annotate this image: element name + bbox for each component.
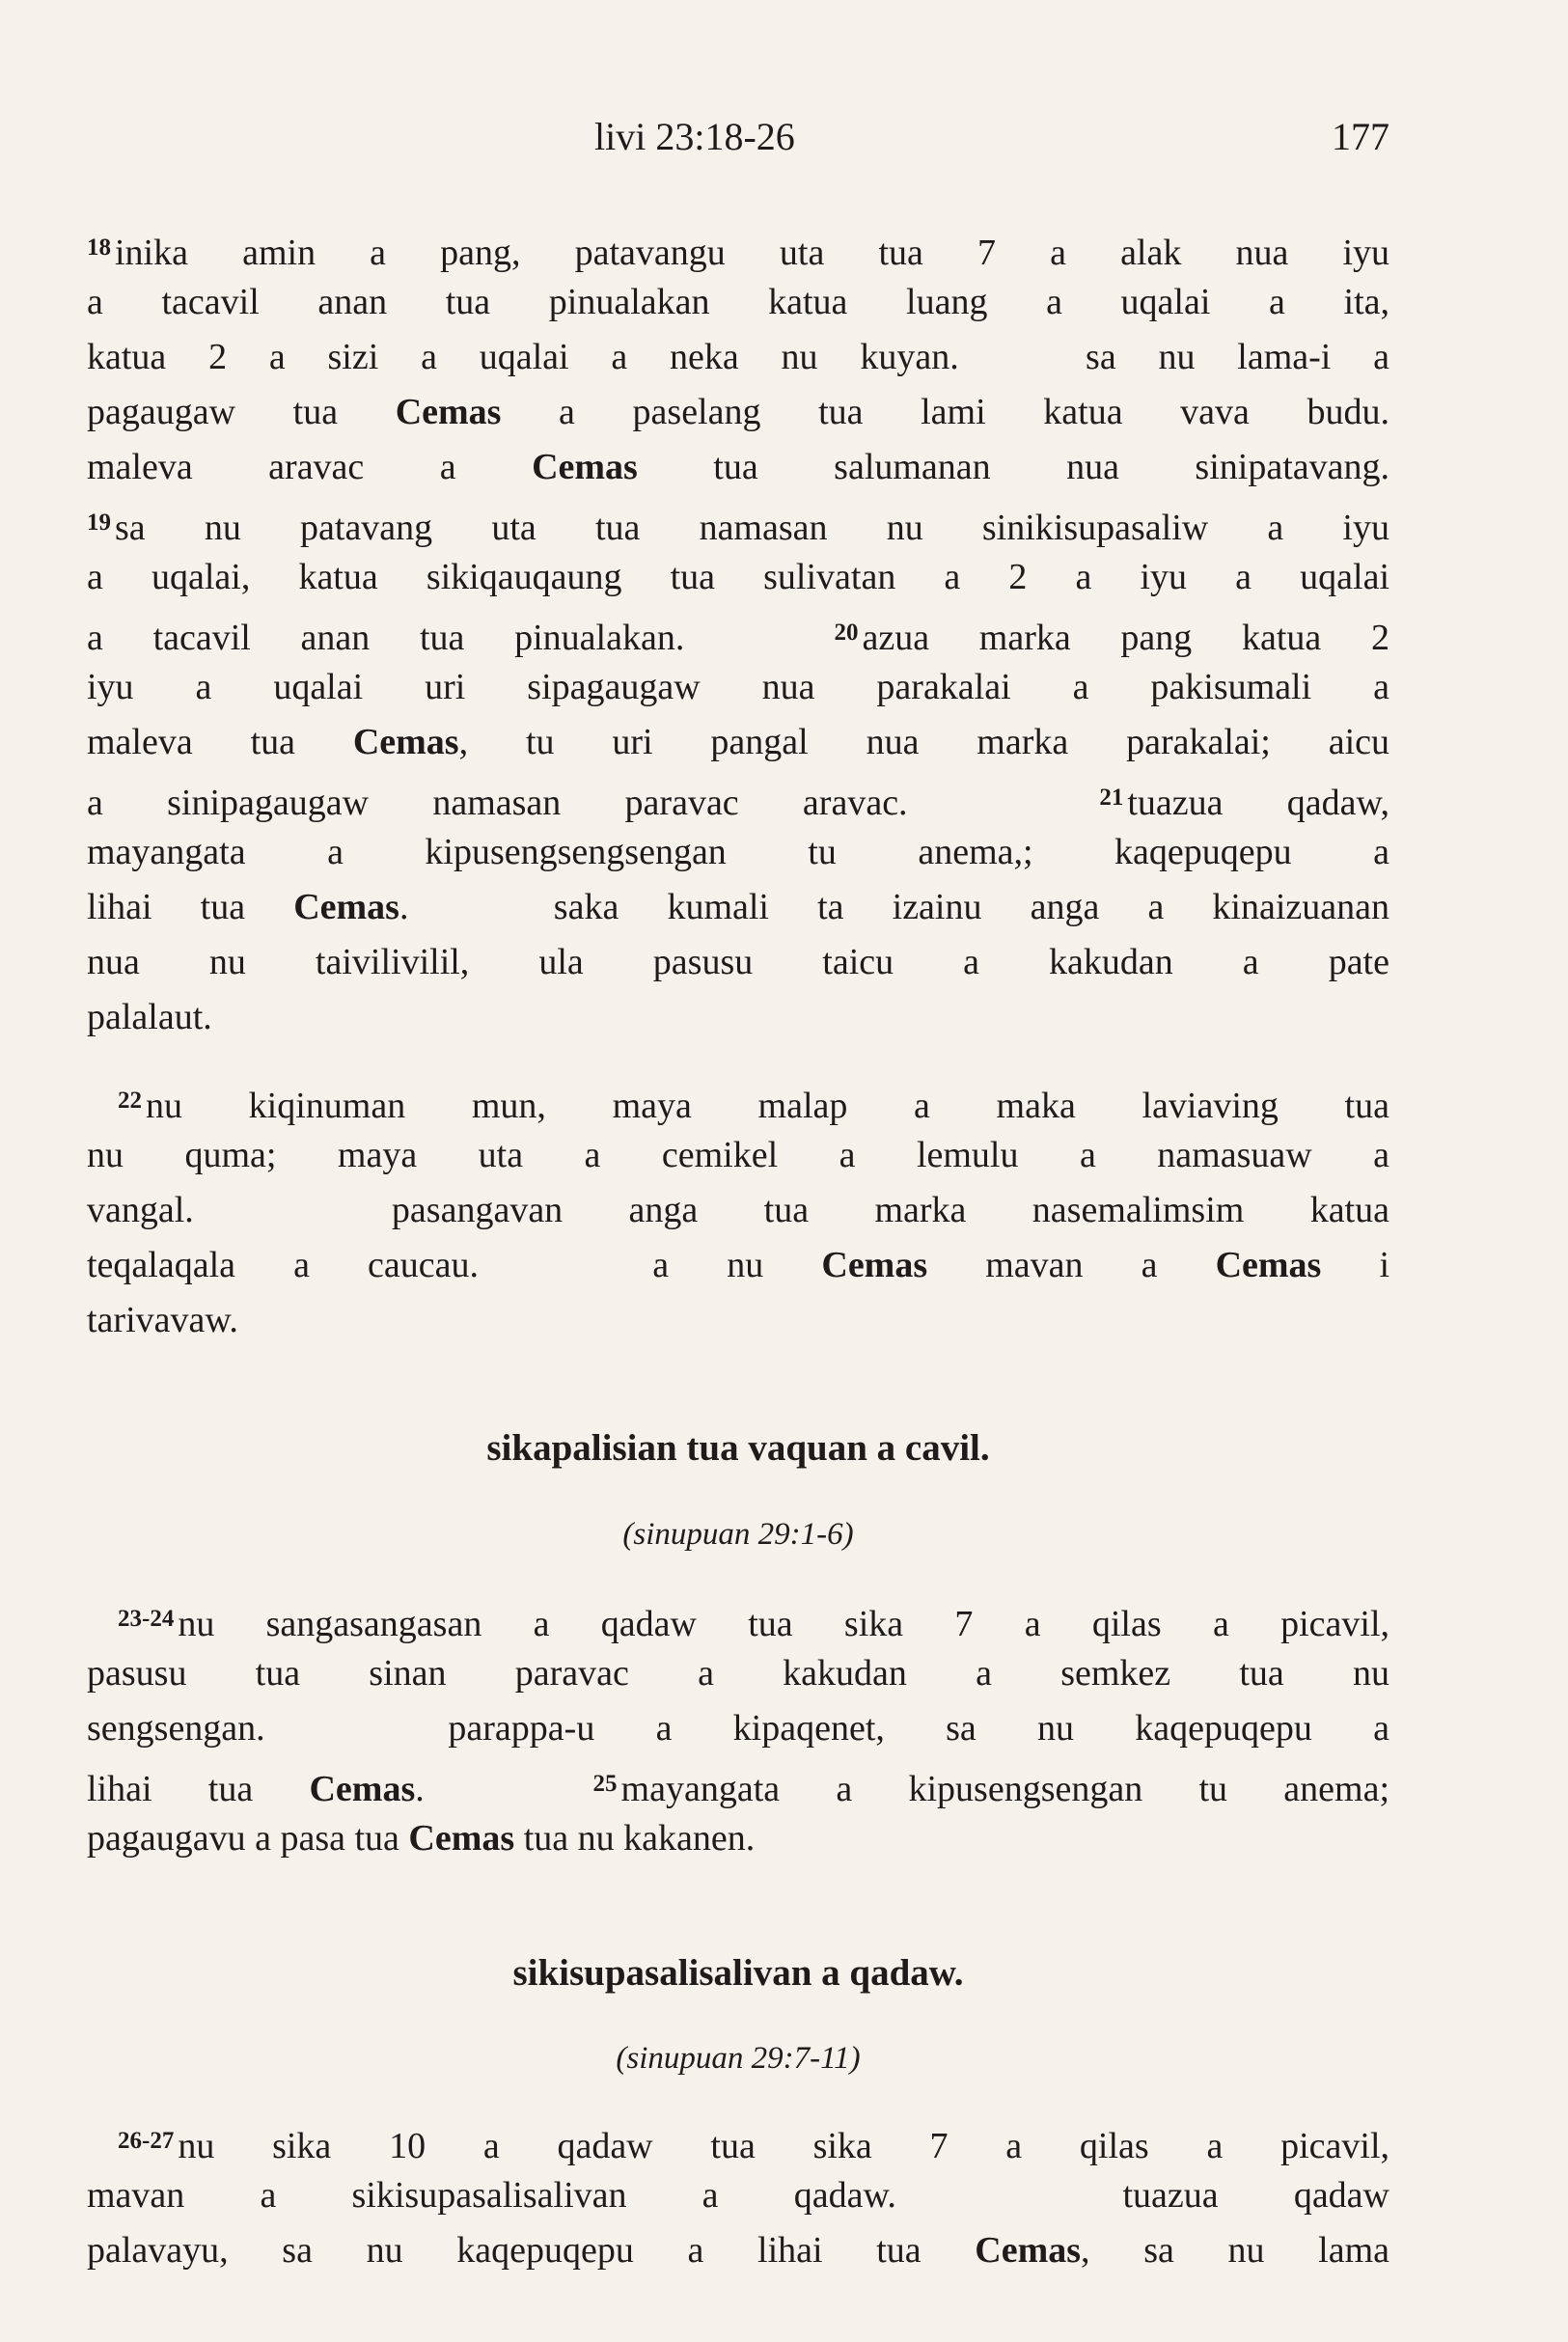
text-run: mavan a bbox=[927, 1245, 1216, 1285]
text-line bbox=[87, 1591, 1389, 1646]
text-run: sa nu patavang uta tua namasan nu sinikisupasaliw a iyu bbox=[115, 508, 1389, 548]
running-head: livi 23:18-26 bbox=[594, 115, 795, 158]
divine-name: Cemas bbox=[395, 392, 502, 432]
text-line bbox=[87, 220, 1389, 275]
verse-number: 26-27 bbox=[118, 2128, 175, 2154]
text-run: maleva aravac a bbox=[87, 447, 533, 487]
text-line bbox=[87, 2223, 1389, 2278]
verse-number: 19 bbox=[87, 510, 111, 536]
verse-number: 21 bbox=[1099, 785, 1124, 811]
text-line bbox=[87, 1183, 1389, 1238]
text-run: tua nu kakanen. bbox=[514, 1818, 756, 1859]
section-reference-2: (sinupuan 29:7-11) bbox=[616, 2041, 861, 2076]
text-run: inika amin a pang, patavangu uta tua 7 a alak nua iyu bbox=[115, 233, 1389, 273]
text-run: nu quma; maya uta a cemikel a lemulu a namasuaw a bbox=[87, 1135, 1389, 1175]
text-line bbox=[87, 605, 1389, 660]
text-run: a uqalai, katua sikiqauqaung tua sulivatan a 2 a iyu a uqalai bbox=[87, 557, 1389, 597]
section-title-2: sikisupasalisalivan a qadaw. bbox=[512, 1952, 964, 1994]
text-run: a paselang tua lami katua vava budu. bbox=[501, 392, 1389, 432]
divine-name: Cemas bbox=[352, 722, 459, 762]
text-run: pagaugavu a pasa tua bbox=[87, 1818, 409, 1859]
divine-name: Cemas bbox=[975, 2230, 1082, 2271]
text-line bbox=[87, 770, 1389, 825]
text-line bbox=[87, 495, 1389, 550]
text-line bbox=[87, 330, 1389, 385]
text-run: tuazua qadaw, bbox=[1127, 783, 1389, 823]
verse-number: 18 bbox=[87, 234, 111, 261]
text-run: . bbox=[415, 1769, 593, 1809]
section-title-1: sikapalisian tua vaquan a cavil. bbox=[486, 1427, 990, 1469]
paragraph-block-2 bbox=[87, 1073, 1389, 1348]
text-run: , sa nu lama bbox=[1081, 2230, 1389, 2271]
text-run: sengsengan. parappa-u a kipaqenet, sa nu kaqepuqepu a bbox=[87, 1708, 1389, 1749]
paragraph-block-1 bbox=[87, 220, 1389, 1045]
text-line bbox=[87, 990, 1389, 1045]
text-run: a tacavil anan tua pinualakan katua luang a uqalai a ita, bbox=[87, 282, 1389, 322]
text-line bbox=[87, 1756, 1389, 1811]
text-run: nu kiqinuman mun, maya malap a maka laviaving tua bbox=[146, 1086, 1389, 1126]
text-run: nu sangasangasan a qadaw tua sika 7 a qilas a picavil, bbox=[178, 1604, 1389, 1644]
text-run: lihai tua bbox=[87, 1769, 310, 1809]
text-line bbox=[87, 550, 1389, 605]
text-line bbox=[87, 385, 1389, 440]
text-line bbox=[87, 275, 1389, 330]
text-run: nu sika 10 a qadaw tua sika 7 a qilas a picavil, bbox=[178, 2126, 1389, 2166]
paragraph-block-3 bbox=[87, 1591, 1389, 1866]
text-run: katua 2 a sizi a uqalai a neka nu kuyan. sa nu lama-i a bbox=[87, 337, 1389, 377]
text-run: mayangata a kipusengsengsengan tu anema,; kaqepuqepu a bbox=[87, 832, 1389, 872]
text-run: a tacavil anan tua pinualakan. bbox=[87, 618, 835, 658]
text-line bbox=[87, 440, 1389, 495]
text-run: pasusu tua sinan paravac a kakudan a semkez tua nu bbox=[87, 1653, 1389, 1694]
text-line bbox=[87, 1646, 1389, 1701]
text-run: mayangata a kipusengsengan tu anema; bbox=[620, 1769, 1389, 1809]
text-run: , tu uri pangal nua marka parakalai; aicu bbox=[458, 722, 1389, 762]
verse-number: 20 bbox=[834, 620, 859, 646]
text-line bbox=[87, 2168, 1389, 2223]
text-line bbox=[87, 1811, 1389, 1866]
divine-name: Cemas bbox=[309, 1769, 416, 1809]
text-run: nua nu taivilivilil, ula pasusu taicu a kakudan a pate bbox=[87, 942, 1389, 982]
section-reference-1: (sinupuan 29:1-6) bbox=[622, 1517, 854, 1552]
text-run: . saka kumali ta izainu anga a kinaizuanan bbox=[399, 887, 1389, 927]
text-line bbox=[87, 1238, 1389, 1293]
text-run: i bbox=[1321, 1245, 1389, 1285]
text-run: azua marka pang katua 2 bbox=[862, 618, 1389, 658]
divine-name: Cemas bbox=[821, 1245, 928, 1285]
paragraph-block-4 bbox=[87, 2113, 1389, 2278]
text-run: tua salumanan nua sinipatavang. bbox=[637, 447, 1389, 487]
text-run: lihai tua bbox=[87, 887, 294, 927]
text-run: palalaut. bbox=[87, 997, 212, 1037]
text-line bbox=[87, 1073, 1389, 1128]
text-run: iyu a uqalai uri sipagaugaw nua parakalai a pakisumali a bbox=[87, 667, 1389, 707]
divine-name: Cemas bbox=[1215, 1245, 1322, 1285]
text-run: tarivavaw. bbox=[87, 1300, 238, 1340]
page-number: 177 bbox=[1332, 115, 1389, 158]
text-line bbox=[87, 1701, 1389, 1756]
divine-name: Cemas bbox=[532, 447, 638, 487]
verse-number: 25 bbox=[592, 1771, 618, 1797]
text-line bbox=[87, 660, 1389, 715]
verse-number: 22 bbox=[118, 1088, 142, 1114]
text-line bbox=[87, 1128, 1389, 1183]
page-header bbox=[87, 114, 1389, 172]
verse-number: 23-24 bbox=[118, 1606, 175, 1632]
text-line bbox=[87, 935, 1389, 990]
text-line bbox=[87, 715, 1389, 770]
text-line bbox=[87, 880, 1389, 935]
text-run: teqalaqala a caucau. a nu bbox=[87, 1245, 822, 1285]
text-run: pagaugaw tua bbox=[87, 392, 396, 432]
text-run: a sinipagaugaw namasan paravac aravac. bbox=[87, 783, 1100, 823]
text-line bbox=[87, 2113, 1389, 2168]
text-run: mavan a sikisupasalisalivan a qadaw. tuazua qadaw bbox=[87, 2175, 1389, 2216]
text-line bbox=[87, 1293, 1389, 1348]
divine-name: Cemas bbox=[408, 1818, 515, 1859]
text-run: maleva tua bbox=[87, 722, 353, 762]
text-run: palavayu, sa nu kaqepuqepu a lihai tua bbox=[87, 2230, 976, 2271]
divine-name: Cemas bbox=[293, 887, 399, 927]
text-line bbox=[87, 825, 1389, 880]
text-run: vangal. pasangavan anga tua marka nasemalimsim katua bbox=[87, 1190, 1389, 1230]
